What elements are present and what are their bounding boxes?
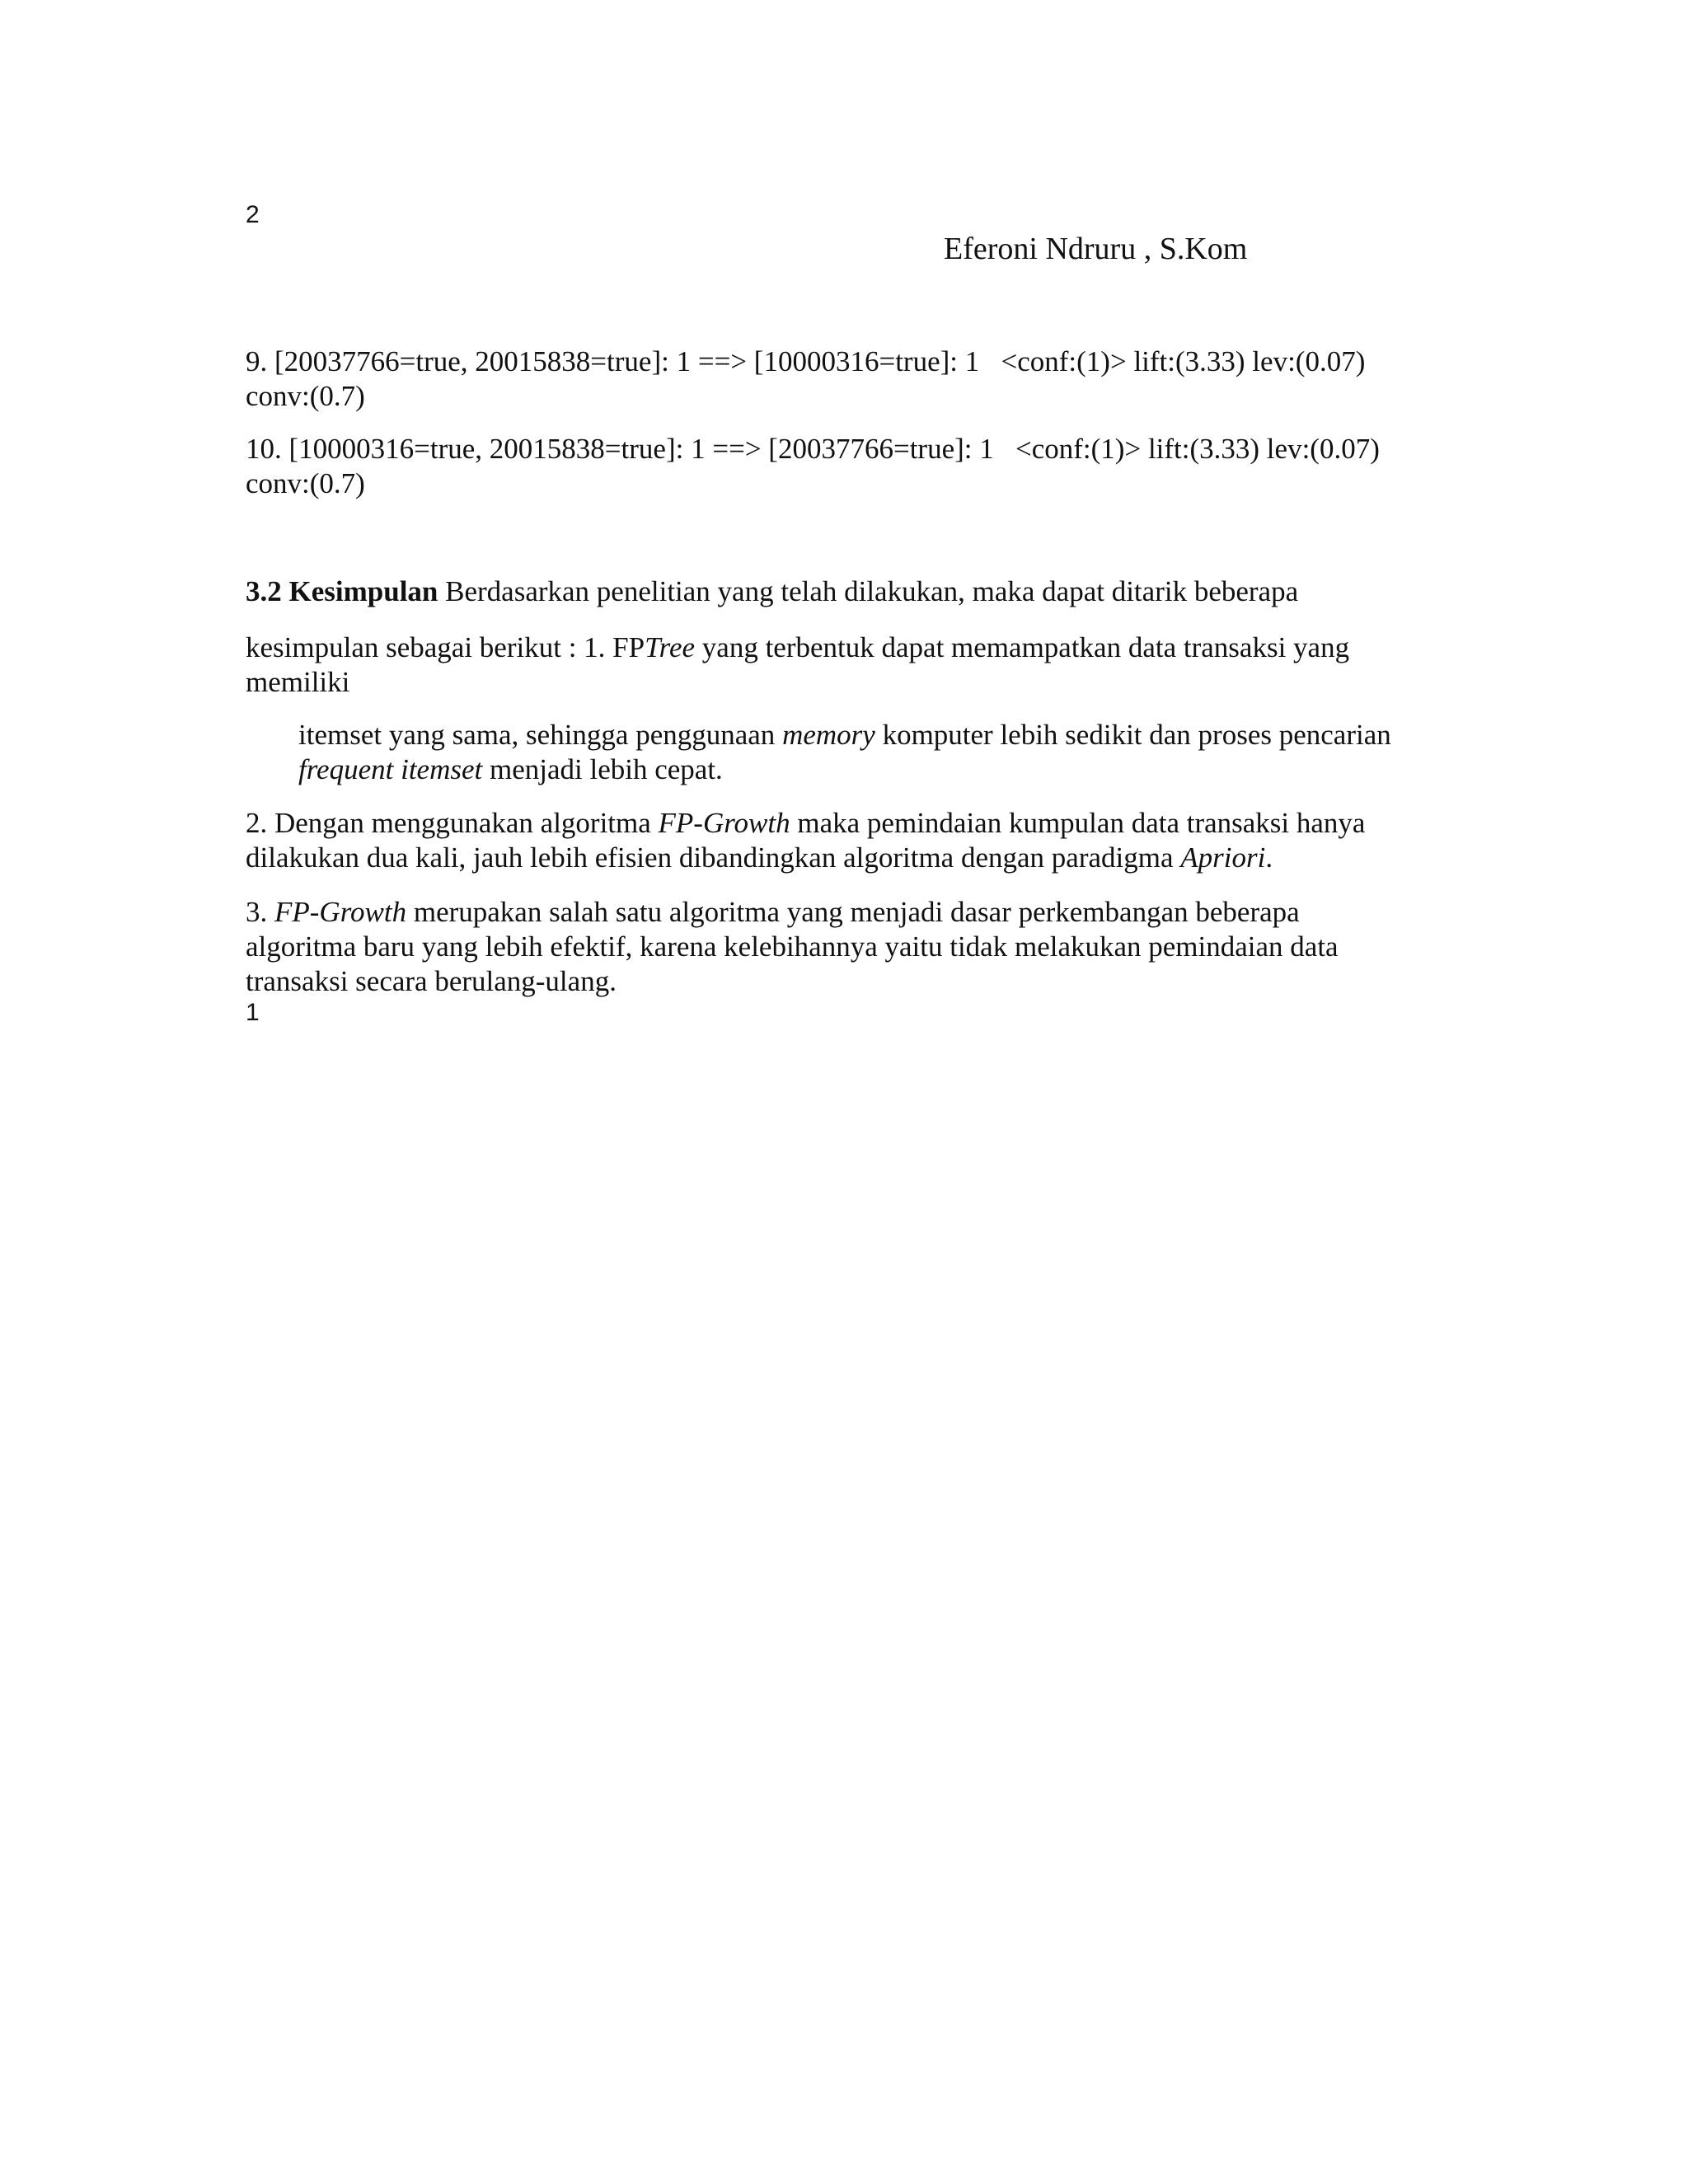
italic-term-fp-growth: FP-Growth (658, 807, 790, 839)
italic-term-memory: memory (782, 719, 875, 751)
conclusion-heading-line (246, 574, 1465, 609)
page-number-bottom: 1 (246, 999, 260, 1026)
rule-10-line-1: 10. [10000316=true, 20015838=true]: 1 ==> [20037766=true]: 1 <conf:(1)> lift:(3.33) lev:(0.07) (246, 433, 1380, 465)
rule-10-line-2: conv:(0.7) (246, 467, 365, 499)
text-span: . (1265, 841, 1273, 874)
text-span: merupakan salah satu algoritma yang menjadi dasar perkembangan beberapa (406, 896, 1300, 928)
text-span: 2. Dengan menggunakan algoritma (246, 807, 659, 839)
conclusion-heading: 3.2 Kesimpulan (246, 575, 438, 607)
association-rule-9 (246, 344, 1465, 414)
text-span: itemset yang sama, sehingga penggunaan (298, 719, 783, 751)
text-span: 3. (246, 896, 274, 928)
conclusion-point-2 (246, 806, 1465, 875)
conclusion-paragraph-1 (246, 630, 1465, 700)
text-line: algoritma baru yang lebih efektif, karena kelebihannya yaitu tidak melakukan pemindaian data (246, 930, 1339, 963)
italic-term-frequent-itemset: frequent itemset (298, 753, 483, 785)
text-span: komputer lebih sedikit dan proses pencarian (874, 719, 1391, 751)
conclusion-paragraph-1-continued (298, 718, 1469, 787)
conclusion-point-3 (246, 895, 1465, 999)
text-span: dilakukan dua kali, jauh lebih efisien dibandingkan algoritma dengan paradigma (246, 841, 1181, 874)
association-rule-10 (246, 432, 1465, 501)
rule-9-line-1: 9. [20037766=true, 20015838=true]: 1 ==> [10000316=true]: 1 <conf:(1)> lift:(3.33) lev:(0.07) (246, 345, 1366, 377)
rule-9-line-2: conv:(0.7) (246, 380, 365, 412)
text-line: memiliki (246, 666, 350, 698)
italic-term-tree: Tree (645, 631, 696, 663)
text-span: menjadi lebih cepat. (482, 753, 723, 785)
page-number-top: 2 (246, 201, 260, 228)
italic-term-fp-growth: FP-Growth (274, 896, 407, 928)
conclusion-intro: Berdasarkan penelitian yang telah dilakukan, maka dapat ditarik beberapa (438, 575, 1299, 607)
text-line: transaksi secara berulang-ulang. (246, 965, 617, 997)
text-span: kesimpulan sebagai berikut : 1. FP (246, 631, 645, 663)
author-name: Eferoni Ndruru , S.Kom (944, 232, 1248, 266)
italic-term-apriori: Apriori (1180, 841, 1266, 874)
text-span: maka pemindaian kumpulan data transaksi hanya (790, 807, 1366, 839)
text-span: yang terbentuk dapat memampatkan data transaksi yang (695, 631, 1350, 663)
